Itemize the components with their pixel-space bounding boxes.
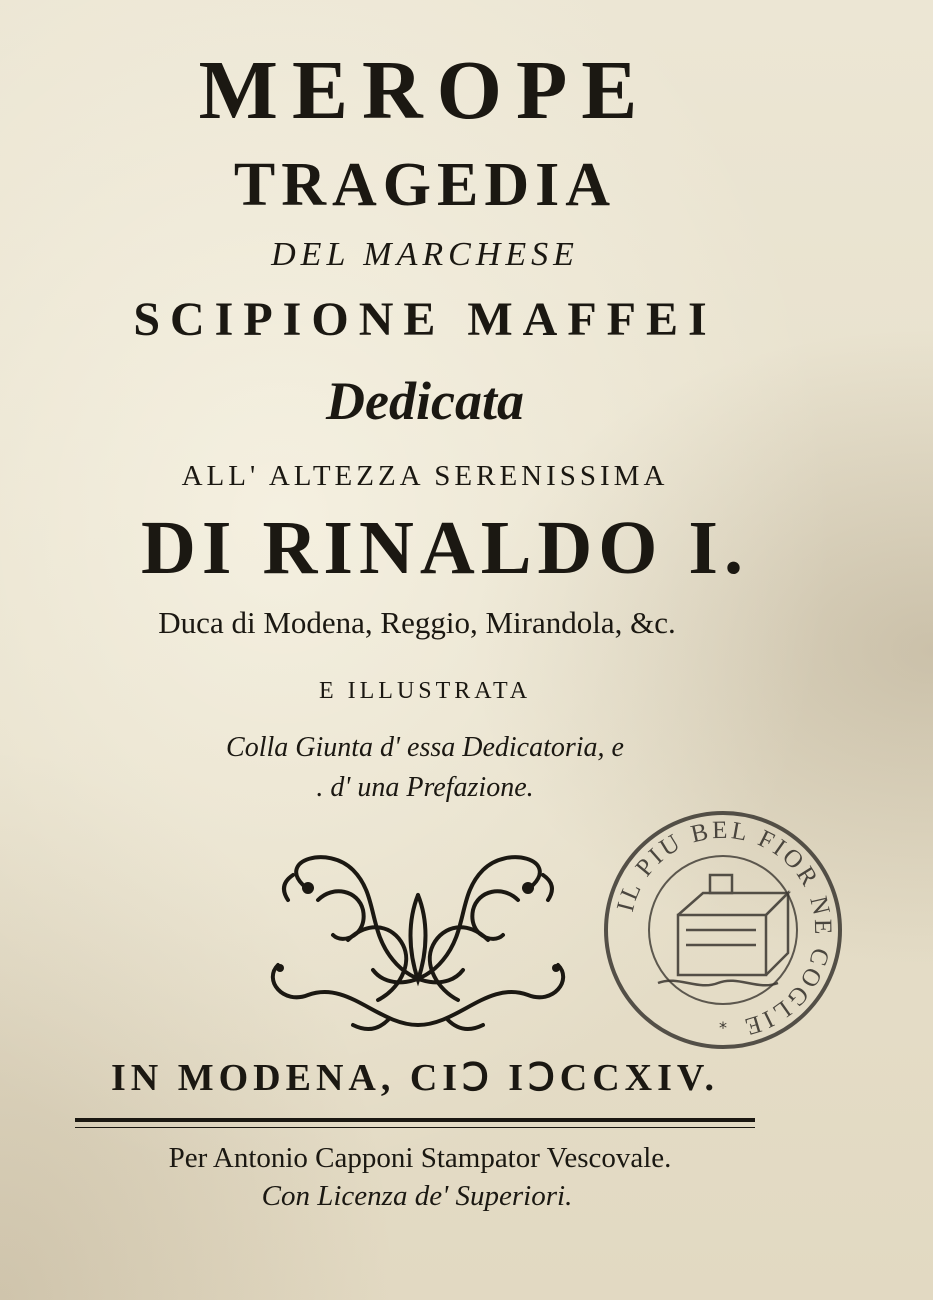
svg-text:*: *: [719, 1018, 727, 1037]
author-name: SCIPIONE MAFFEI: [133, 293, 717, 346]
dedicatee-domains: Duca di Modena, Reggio, Mirandola, &c.: [158, 605, 676, 640]
dedicatee-title: ALL' ALTEZZA SERENISSIMA: [181, 460, 669, 492]
library-stamp: [598, 805, 848, 1055]
imprint-rule-thin: [75, 1127, 755, 1128]
illustrated-line: E ILLUSTRATA: [318, 678, 532, 704]
dedicatee-name: DI RINALDO I.: [141, 506, 749, 590]
license-line: Con Licenza de' Superiori.: [261, 1180, 573, 1212]
monogram-ornament-icon: [258, 840, 578, 1040]
imprint-rule-thick: [75, 1118, 755, 1122]
stamp-motto: IL PIU BEL FIOR NE COGLIE: [612, 816, 837, 1041]
printer-line: Per Antonio Capponi Stampator Vescovale.: [168, 1142, 672, 1174]
book-title: MEROPE: [198, 44, 652, 137]
additions-line-2: . d' una Prefazione.: [316, 772, 534, 803]
imprint-place-date: IN MODENA, CIↃ IↃCCXIV.: [111, 1057, 719, 1099]
dedication-heading: Dedicata: [326, 371, 524, 431]
genre-subtitle: TRAGEDIA: [233, 151, 617, 219]
author-prefix: DEL MARCHESE: [271, 236, 579, 273]
additions-line-1: Colla Giunta d' essa Dedicatoria, e: [226, 732, 624, 763]
